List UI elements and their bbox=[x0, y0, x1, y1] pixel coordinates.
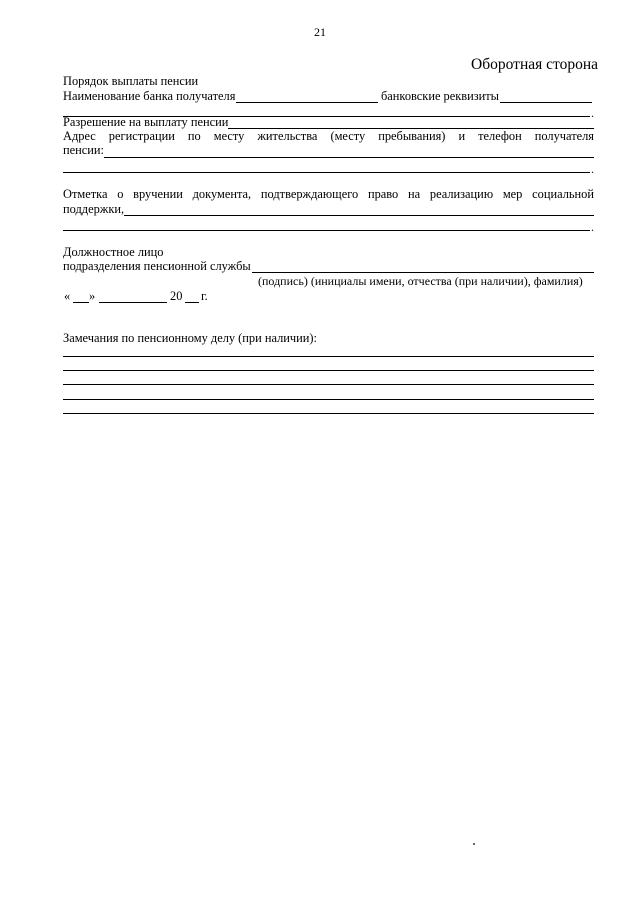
delivery-label-line1: Отметка о вручении документа, подтверждающего право на реализацию мер социальной bbox=[63, 187, 594, 201]
bank-name-label: Наименование банка получателя bbox=[63, 89, 236, 103]
date-close-quote: » bbox=[89, 289, 96, 303]
address-line-1[interactable] bbox=[104, 157, 594, 158]
date-year-suffix: г. bbox=[201, 289, 208, 303]
date-month-line[interactable] bbox=[99, 302, 167, 303]
page-number: 21 bbox=[314, 25, 326, 39]
bank-requisites-label: банковские реквизиты bbox=[381, 89, 500, 103]
signature-caption: (подпись) (инициалы имени, отчества (при наличии), фамилия) bbox=[258, 274, 583, 288]
address-label-line1: Адрес регистрации по месту жительства (месту пребывания) и телефон получателя bbox=[63, 129, 594, 143]
bank-details-period: . bbox=[591, 106, 594, 120]
address-line-2[interactable] bbox=[63, 172, 590, 173]
date-year-prefix: 20 bbox=[170, 289, 183, 303]
remarks-line-1[interactable] bbox=[63, 356, 594, 357]
remarks-line-5[interactable] bbox=[63, 413, 594, 414]
remarks-line-2[interactable] bbox=[63, 370, 594, 371]
remarks-line-4[interactable] bbox=[63, 399, 594, 400]
delivery-line-1[interactable] bbox=[124, 215, 594, 216]
side-label: Оборотная сторона bbox=[471, 56, 598, 73]
address-label-line2: пенсии: bbox=[63, 143, 104, 157]
permission-label: Разрешение на выплату пенсии bbox=[63, 115, 229, 129]
remarks-line-3[interactable] bbox=[63, 384, 594, 385]
official-label-line1: Должностное лицо bbox=[63, 245, 164, 259]
scan-speck bbox=[473, 843, 475, 845]
delivery-line-2[interactable] bbox=[63, 230, 590, 231]
official-label-line2: подразделения пенсионной службы bbox=[63, 259, 251, 273]
payment-heading: Порядок выплаты пенсии bbox=[63, 74, 199, 88]
address-period: . bbox=[591, 162, 594, 176]
date-year-line[interactable] bbox=[185, 302, 199, 303]
delivery-period: . bbox=[591, 220, 594, 234]
remarks-label: Замечания по пенсионному делу (при наличии): bbox=[63, 331, 317, 345]
delivery-label-line2: поддержки, bbox=[63, 202, 125, 216]
bank-requisites-line[interactable] bbox=[500, 102, 592, 103]
date-open-quote: « bbox=[64, 289, 71, 303]
signature-line[interactable] bbox=[252, 272, 594, 273]
bank-name-line[interactable] bbox=[236, 102, 378, 103]
date-day-line[interactable] bbox=[73, 302, 89, 303]
